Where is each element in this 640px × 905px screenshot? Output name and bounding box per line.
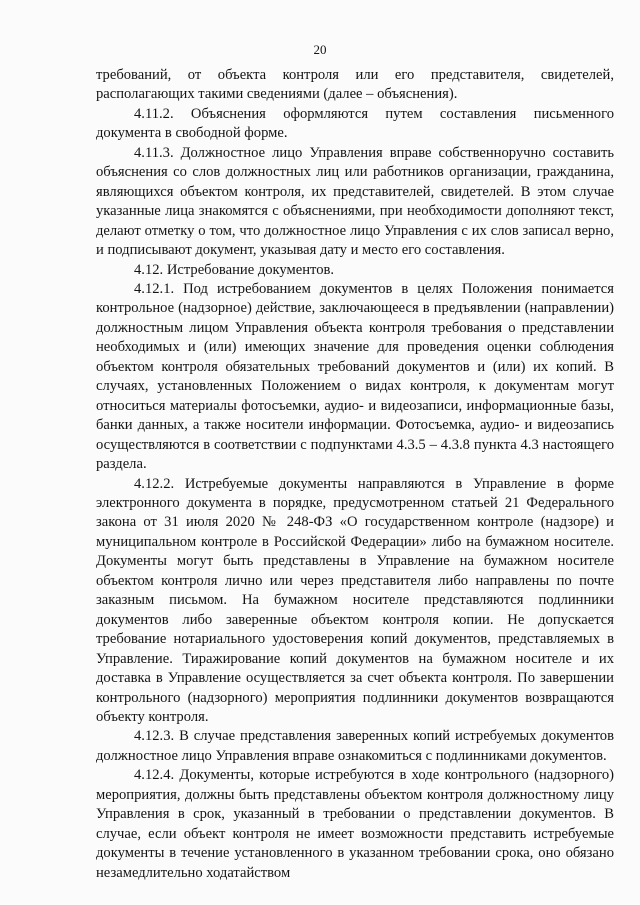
paragraph-4-12-3: 4.12.3. В случае представления заверенных копий истребуемых документов должностное лицо Управления вправе ознакомиться с подлинниками документов.: [96, 728, 614, 764]
paragraph-4-11-3: 4.11.3. Должностное лицо Управления вправе собственноручно составить объяснения со слов должностных лиц или работников организации, гражданина, являющихся объектом контроля, их представителей, свидетелей. В этом случае указанные лица знакомятся с объяснениями, при необходимости дополняют текст, делают отметку о том, что должностное лицо Управления с их слов записал верно, и подписывают документ, указывая дату и место его составления.: [96, 144, 614, 259]
paragraph-continuation: требований, от объекта контроля или его представителя, свидетелей, располагающих такими сведениями (далее – объяснения).: [96, 67, 614, 103]
paragraph-4-12-1: 4.12.1. Под истребованием документов в целях Положения понимается контрольное (надзорное) действие, заключающееся в предъявлении (направлении) должностным лицом Управления объекта контроля требования о представлении необходимых и (или) имеющих значение для проведения оценки соблюдения объектом контроля обязательных требований документов и (или) их копий. В случаях, установленных Положением о видах контроля, к документам могут относиться материалы фотосъемки, аудио- и видеозаписи, информационные базы, банки данных, а также носители информации. Фотосъемка, аудио- и видеозапись осуществляются в соответствии с подпунктами 4.3.5 – 4.3.8 пункта 4.3 настоящего раздела.: [96, 280, 614, 473]
section-heading-4-12: 4.12. Истребование документов.: [134, 261, 335, 278]
paragraph-4-11-2: 4.11.2. Объяснения оформляются путем составления письменного документа в свободной форме.: [96, 105, 614, 142]
page-number: 20: [313, 42, 327, 57]
document-body: [96, 66, 614, 883]
paragraph-4-12-2: 4.12.2. Истребуемые документы направляются в Управление в форме электронного документа в порядке, предусмотренном статьей 21 Федерального закона от 31 июля 2020 № 248-ФЗ «О государственном контроле (надзоре) и муниципальном контроле в Российской Федерации» либо на бумажном носителе. Документы могут быть представлены в Управление на бумажном носителе объектом контроля лично или через представителя либо направлены по почте заказным письмом. На бумажном носителе представляются подлинники документов либо заверенные объектом контроля копии. Не допускается требование нотариального удостоверения копий документов, представляемых в Управление. Тиражирование копий документов на бумажном носителе и их доставка в Управление осуществляется за счет объекта контроля. По завершении контрольного (надзорного) мероприятия подлинники документов возвращаются объекту контроля.: [96, 475, 614, 725]
paragraph-4-12-4: 4.12.4. Документы, которые истребуются в ходе контрольного (надзорного) мероприятия, должны быть представлены объектом контроля должностному лицу Управления в срок, указанный в требовании о представлении документов. В случае, если объект контроля не имеет возможности представить истребуемые документы в течение установленного в указанном требовании срока, оно обязано незамедлительно ходатайством: [96, 767, 614, 881]
